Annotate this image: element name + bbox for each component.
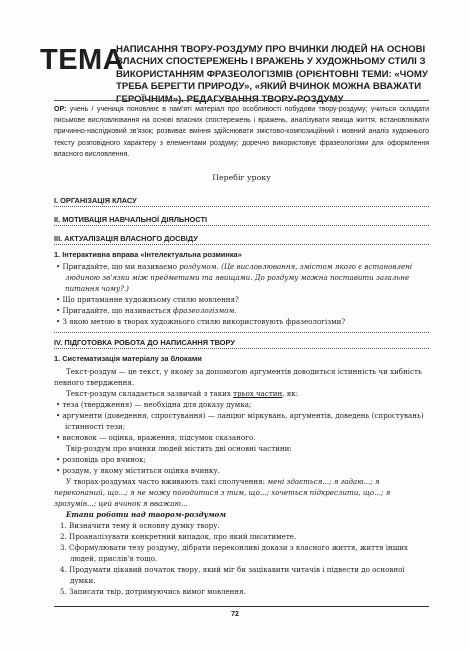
aim-text: учень / учениця поновлює в пам'яті матеріал про особливості побудови твору-роздуму; учиться складати письмове висловлювання на основі власних спостережень і вражень, аналізувати явища життя, встановлювати причинно-наслідковий зв'язок; розвиває вміння здійснювати змістово-композиційний і мовний аналіз художнього тексту розповідного характеру з елементами роздуму; доречно використовує фразеологізми для оформлення власного висловлення.: [54, 106, 429, 158]
list-item: • роздум, у якому міститься оцінка вчинку.: [54, 465, 429, 476]
paragraph: Текст-роздум складається зазвичай з таких трьох частин, як:: [66, 389, 299, 398]
section-actualization: III. АКТУАЛІЗАЦІЯ ВЛАСНОГО ДОСВІДУ: [54, 234, 198, 243]
warmup-questions: [54, 261, 429, 327]
footer-divider: [54, 606, 429, 607]
subsection-blocks: 1. Систематизація матеріалу за блоками: [54, 354, 202, 363]
lesson-progress-heading: Перебіг уроку: [212, 173, 271, 182]
section-divider: [54, 244, 429, 245]
list-item: • теза (твердження) — необхідна для доказу думка;: [54, 399, 429, 410]
tema-label: ТЕМА: [40, 44, 125, 76]
section-motivation: II. МОТИВАЦІЯ НАВЧАЛЬНОЇ ДІЯЛЬНОСТІ: [54, 215, 208, 224]
subsection-warmup: 1. Інтерактивна вправа «Інтелектуальна розминка»: [54, 250, 242, 259]
blocks-content: [54, 366, 429, 597]
list-item: • аргументи (доведення, спростування) — ланцюг міркувань, аргументів, доведень (спростувань) істинності тези;: [54, 410, 429, 432]
page-number: 72: [231, 611, 239, 618]
header-divider: [54, 100, 429, 101]
list-item: • З якою метою в творах художнього стилю використовують фразеологізми?: [54, 316, 429, 327]
list-item: • розповідь про вчинок;: [54, 454, 429, 465]
stage-step: 3. Сформулювати тезу роздуму, дібрати переконливі докази з власного життя, життя інших людей, прислів'я тощо.: [60, 543, 409, 563]
section-divider: [54, 348, 429, 349]
aim-label: ОР:: [54, 106, 67, 113]
list-item: • Пригадайте, що ми називаємо роздумом. (Це висловлювання, змістом якого є встановлені людиною зв'язки між предметами та явищами. До роздуму можна поставити загальне питання чому?.): [54, 261, 429, 294]
paragraph: Текст-роздум — це текст, у якому за допомогою аргументів доводиться істинність чи хибність певного твердження.: [54, 367, 422, 387]
learning-outcomes: [54, 104, 429, 160]
stage-step: 4. Продумати цікавий початок твору, який міг би зацікавити читачів і підвести до основної думки.: [60, 565, 405, 585]
list-item: • Що притаманне художньому стилю мовлення?: [54, 294, 429, 305]
paragraph: У творах-роздумах часто вживають такі сполучення: мені здається...; я гадаю...; я переконаний, що...; я не можу погодитися з тим, що...; хочеться підкреслити, що...; я зрозумів...; цей вчинок я вважаю...: [54, 477, 391, 508]
section-divider: [54, 332, 429, 333]
paragraph: Твір-роздум про вчинки людей містить дві основні частини:: [66, 444, 292, 453]
section-organization: I. ОРГАНІЗАЦІЯ КЛАСУ: [54, 196, 137, 205]
section-divider: [54, 225, 429, 226]
stage-step: 5. Записати твір, дотримуючись вимог мовлення.: [60, 587, 246, 596]
lesson-title: НАПИСАННЯ ТВОРУ-РОЗДУМУ ПРО ВЧИНКИ ЛЮДЕЙ НА ОСНОВІ ВЛАСНИХ СПОСТЕРЕЖЕНЬ І ВРАЖЕНЬ У ХУДОЖНЬОМУ СТИЛІ З ВИКОРИСТАННЯМ ФРАЗЕОЛОГІЗМІВ (ОРІЄНТОВНІ ТЕМИ: «ЧОМУ ТРЕБА БЕРЕГТИ ПРИРОДУ», «ЯКИЙ ВЧИНОК МОЖНА ВВАЖАТИ ГЕРОЇЧНИМ»). РЕДАГУВАННЯ ТВОРУ-РОЗДУМУ: [116, 44, 428, 105]
stage-step: 1. Визначити тему й основну думку твору.: [60, 521, 220, 530]
section-preparation: IV. ПІДГОТОВКА РОБОТА ДО НАПИСАННЯ ТВОРУ: [54, 338, 235, 347]
list-item: • висновок — оцінка, враження, підсумок сказаного.: [54, 432, 429, 443]
stage-step: 2. Проаналізувати конкретний випадок, про який писатимете.: [60, 532, 297, 541]
stages-title: Етапи роботи над твором-роздумом: [66, 510, 227, 519]
stages-list: [54, 520, 429, 597]
section-divider: [54, 206, 429, 207]
list-item: • Пригадайте, що називається фразеологізмом.: [54, 305, 429, 316]
